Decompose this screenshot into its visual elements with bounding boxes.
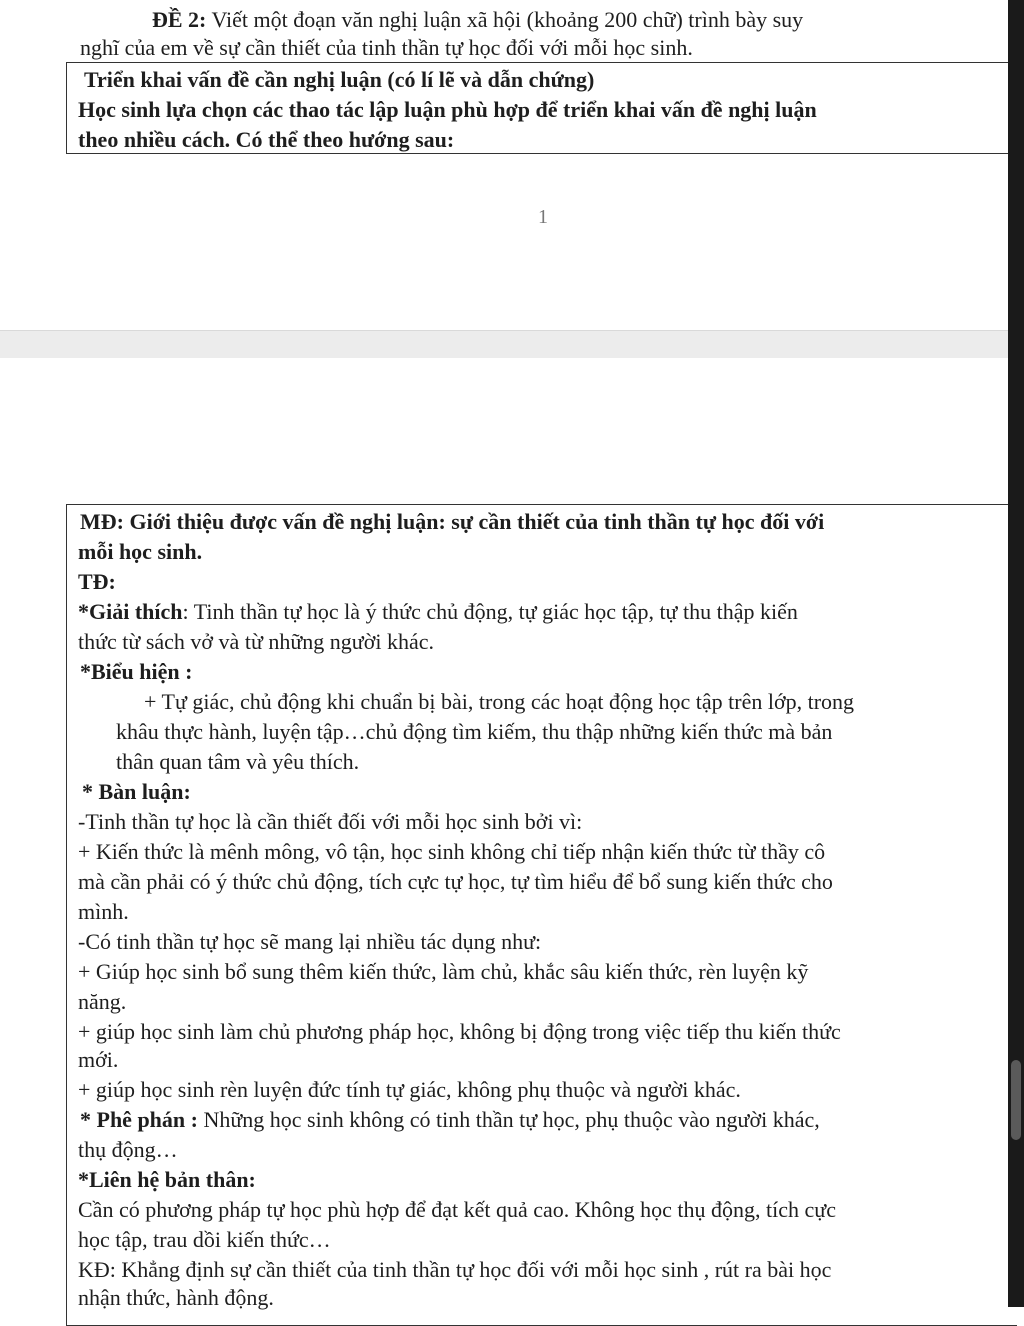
outline-line-16: + Giúp học sinh bổ sung thêm kiến thức, làm chủ, khắc sâu kiến thức, rèn luyện kỹ xyxy=(78,959,809,984)
outline-line-19: mới. xyxy=(78,1047,119,1072)
outline-line-24: Cần có phương pháp tự học phù hợp để đạt kết quả cao. Không học thụ động, tích cực xyxy=(78,1197,836,1222)
page-number: 1 xyxy=(538,206,548,228)
prompt-label: ĐỀ 2: xyxy=(152,7,207,32)
outline-line-8: khâu thực hành, luyện tập…chủ động tìm kiếm, thu thập những kiến thức mà bản xyxy=(116,719,833,744)
instruction-line-2: Học sinh lựa chọn các thao tác lập luận phù hợp để triển khai vấn đề nghị luận xyxy=(78,97,817,122)
outline-line-13: mà cần phải có ý thức chủ động, tích cực tự học, tự tìm hiểu để bổ sung kiến thức cho xyxy=(78,869,833,894)
prompt-line-1-rest: Viết một đoạn văn nghị luận xã hội (khoảng 200 chữ) trình bày suy xyxy=(206,7,804,32)
outline-line-25: học tập, trau dồi kiến thức… xyxy=(78,1227,331,1252)
outline-line-26: KĐ: Khẳng định sự cần thiết của tinh thần tự học đối với mỗi học sinh , rút ra bài học xyxy=(78,1257,832,1282)
outline-line-12: + Kiến thức là mênh mông, vô tận, học sinh không chỉ tiếp nhận kiến thức từ thầy cô xyxy=(78,839,826,864)
outline-line-21: * Phê phán : Những học sinh không có tinh thần tự học, phụ thuộc vào người khác, xyxy=(80,1107,820,1132)
outline-line-9: thân quan tâm và yêu thích. xyxy=(116,749,360,774)
prompt-line-2: nghĩ của em về sự cần thiết của tinh thần tự học đối với mỗi học sinh. xyxy=(80,35,693,60)
scrollbar-thumb[interactable] xyxy=(1011,1060,1021,1140)
outline-line-15: -Có tinh thần tự học sẽ mang lại nhiều tác dụng như: xyxy=(78,929,542,954)
prompt-line-1 xyxy=(152,6,803,34)
outline-line-1: MĐ: Giới thiệu được vấn đề nghị luận: sự cần thiết của tinh thần tự học đối với xyxy=(80,509,825,534)
outline-line-11: -Tinh thần tự học là cần thiết đối với mỗi học sinh bởi vì: xyxy=(78,809,583,834)
outline-line-2: mỗi học sinh. xyxy=(78,539,203,564)
outline-line-6: *Biểu hiện : xyxy=(80,659,193,684)
instruction-line-3: theo nhiều cách. Có thể theo hướng sau: xyxy=(78,127,455,152)
page-break-gap xyxy=(0,330,1008,360)
outline-line-17: năng. xyxy=(78,989,127,1014)
outline-line-23: *Liên hệ bản thân: xyxy=(78,1167,256,1192)
outline-line-22: thụ động… xyxy=(78,1137,178,1162)
outline-line-14: mình. xyxy=(78,899,129,924)
outline-line-4: *Giải thích: Tinh thần tự học là ý thức chủ động, tự giác học tập, tự thu thập kiến xyxy=(78,599,798,624)
outline-line-27: nhận thức, hành động. xyxy=(78,1285,274,1310)
instruction-title: Triển khai vấn đề cần nghị luận (có lí lẽ và dẫn chứng) xyxy=(84,67,595,92)
outline-line-3: TĐ: xyxy=(78,569,116,594)
outline-line-20: + giúp học sinh rèn luyện đức tính tự giác, không phụ thuộc và người khác. xyxy=(78,1077,741,1102)
outline-line-5: thức từ sách vở và từ những người khác. xyxy=(78,629,434,654)
outline-line-7: + Tự giác, chủ động khi chuẩn bị bài, trong các hoạt động học tập trên lớp, trong xyxy=(144,689,855,714)
screen-edge xyxy=(1008,0,1024,1307)
outline-line-10: * Bàn luận: xyxy=(82,779,191,804)
outline-line-18: + giúp học sinh làm chủ phương pháp học, không bị động trong việc tiếp thu kiến thức xyxy=(78,1019,841,1044)
